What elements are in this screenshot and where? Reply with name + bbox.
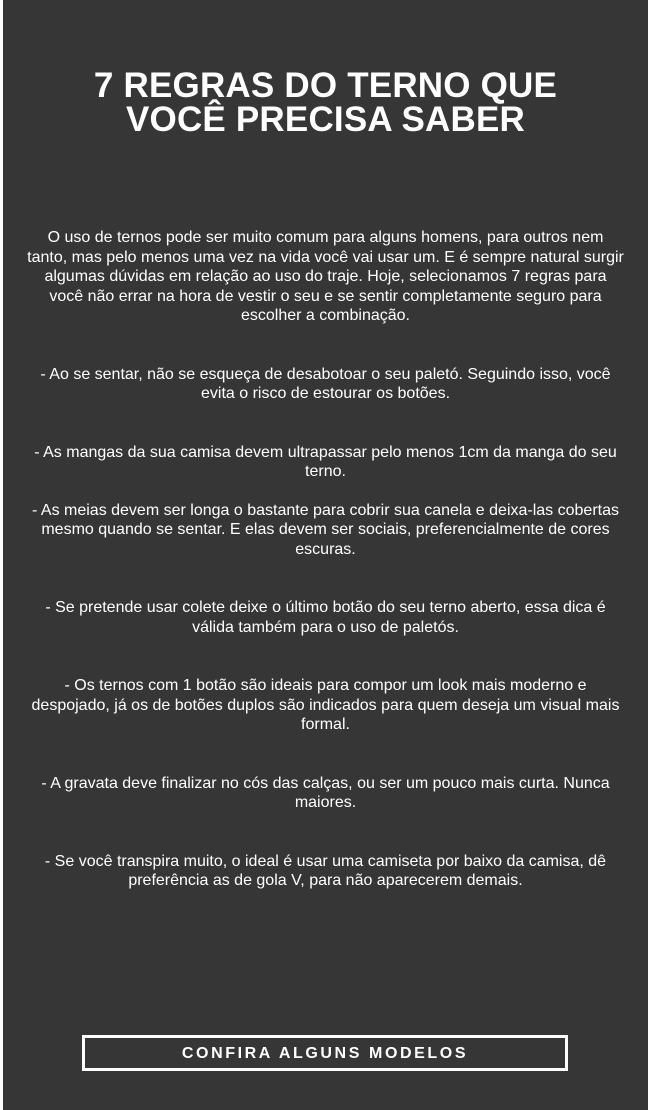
content-panel — [3, 0, 648, 1110]
page-title — [3, 66, 648, 139]
rule-paragraph-7: - Se você transpira muito, o ideal é usar uma camiseta por baixo da camisa, dê preferência as de gola V, para não aparecerem demais. — [44, 852, 607, 889]
page-title-line-1: 7 REGRAS DO TERNO QUE — [93, 66, 558, 105]
rule-paragraph-3: - As meias devem ser longa o bastante para cobrir sua canela e deixa-las cobertas mesmo quando se sentar. E elas devem ser sociais, preferencialmente de cores escuras. — [32, 501, 619, 558]
page-title-line-2: VOCÊ PRECISA SABER — [125, 100, 526, 139]
rule-paragraph-1: - Ao se sentar, não se esqueça de desabotoar o seu paletó. Seguindo isso, você evita o risco de estourar os botões. — [40, 365, 611, 402]
rule-paragraph-4: - Se pretende usar colete deixe o último botão do seu terno aberto, essa dica é válida também para o uso de paletós. — [45, 599, 606, 636]
article-body — [3, 228, 648, 891]
rule-paragraph-2: - As mangas da sua camisa devem ultrapassar pelo menos 1cm da manga do seu terno. — [34, 443, 617, 480]
rule-paragraph-6: - A gravata deve finalizar no cós das calças, ou ser um pouco mais curta. Nunca maiores. — [41, 774, 610, 811]
rule-paragraph-5: - Os ternos com 1 botão são ideais para compor um look mais moderno e despojado, já os de botões duplos são indicados para quem deseja um visual mais formal. — [31, 677, 620, 733]
confira-modelos-button[interactable]: CONFIRA ALGUNS MODELOS — [82, 1035, 568, 1071]
intro-paragraph: O uso de ternos pode ser muito comum para alguns homens, para outros nem tanto, mas pelo menos uma vez na vida você vai usar um. E é sempre natural surgir algumas dúvidas em relação ao uso do traje. Hoje, selecionamos 7 regras para você não errar na hora de vestir o seu e se sentir completamente seguro para escolher a combinação. — [27, 229, 624, 324]
